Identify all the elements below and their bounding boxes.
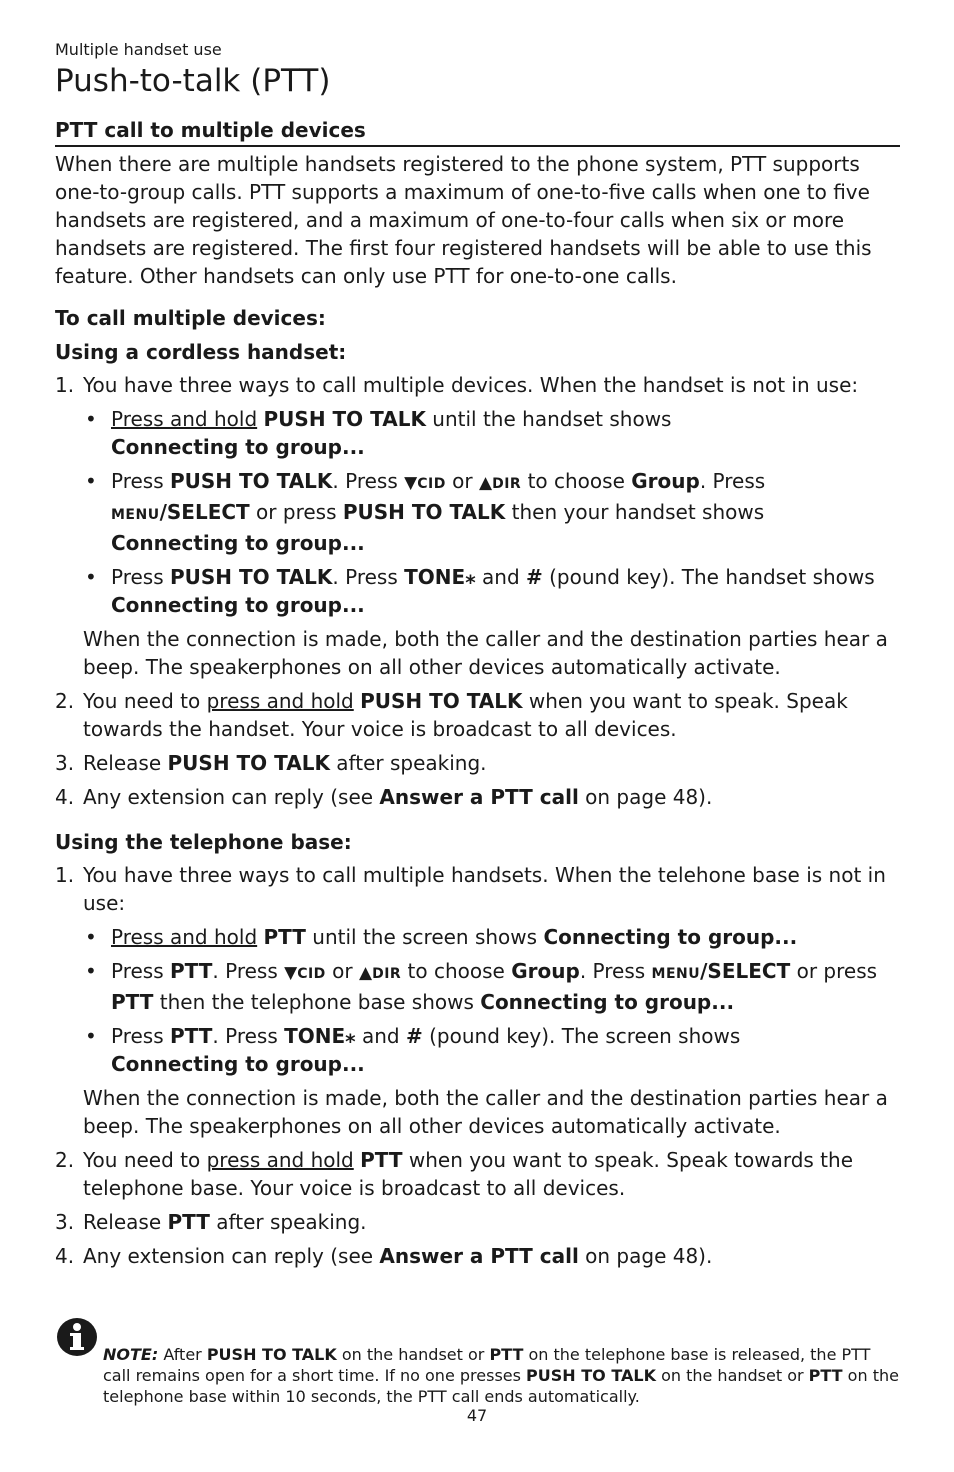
base-steps [55, 861, 900, 1270]
base-step-3: 3. Release PTT after speaking. [55, 1210, 367, 1234]
cordless-step-3: 3. Release PUSH TO TALK after speaking. [55, 751, 487, 775]
page-number: 47 [466, 1406, 488, 1425]
cordless-step-1: 1. You have three ways to call multiple devices. When the handset is not in use: • Press and hold PUSH TO TALK until the handset shows Connecting to group... • Press PUSH TO TALK. Press ▼CID or ▲DIR to choose Group. Press MENU/SELECT or press PUSH TO TALK then your handset shows Connecting to group... • Press PUSH TO TALK. Press TONE⁎ and # (pound key). The handset shows Connecting to group... When the connection is made, both the caller and the destination parties hear a beep. The speakerphones on all other devices automatically activate. [55, 371, 900, 681]
section-label: Multiple handset use [55, 40, 222, 59]
base-option-1: • Press and hold PTT until the screen shows Connecting to group... [85, 925, 798, 949]
base-step-4: 4. Any extension can reply (see Answer a PTT call on page 48). [55, 1244, 713, 1268]
base-options [83, 923, 900, 1078]
section-subheading: PTT call to multiple devices [55, 117, 900, 147]
heading-call-multiple: To call multiple devices: [55, 306, 326, 330]
cordless-steps [55, 371, 900, 811]
cordless-option-3: • Press PUSH TO TALK. Press TONE⁎ and # (pound key). The handset shows Connecting to group... [85, 565, 875, 617]
heading-base: Using the telephone base: [55, 830, 352, 854]
cordless-step-2: 2. You need to press and hold PUSH TO TALK when you want to speak. Speak towards the handset. Your voice is broadcast to all devices. [55, 689, 848, 741]
cordless-step-4: 4. Any extension can reply (see Answer a PTT call on page 48). [55, 785, 713, 809]
base-option-3: • Press PTT. Press TONE⁎ and # (pound key). The screen shows Connecting to group... [85, 1024, 741, 1076]
cordless-option-1: • Press and hold PUSH TO TALK until the handset shows Connecting to group... [85, 407, 672, 459]
down-triangle-icon: ▼ [284, 963, 298, 983]
cordless-connection-note: When the connection is made, both the caller and the destination parties hear a beep. The speakerphones on all other devices automatically activate. [83, 627, 888, 679]
up-triangle-icon: ▲ [359, 963, 373, 983]
page-title: Push-to-talk (PTT) [55, 63, 331, 99]
intro-paragraph: When there are multiple handsets registered to the phone system, PTT supports one-to-group calls. PTT supports a maximum of one-to-five calls when one to five handsets are registered, and a maximum of one-to-four calls when six or more handsets are registered. The first four registered handsets will be able to use this feature. Other handsets can only use PTT for one-to-one calls. [55, 152, 872, 288]
base-step-1: 1. You have three ways to call multiple handsets. When the telehone base is not in use: • Press and hold PTT until the screen shows Connecting to group... • Press PTT. Press ▼CID or ▲DIR to choose Group. Press MENU/SELECT or press PTT then the telephone base shows Connecting to group... • Press PTT. Press TONE⁎ and # (pound key). The screen shows Connecting to group... When the connection is made, both the caller and the destination parties hear a beep. The speakerphones on all other devices automatically activate. [55, 861, 900, 1140]
info-icon [55, 1316, 99, 1360]
heading-cordless: Using a cordless handset: [55, 340, 347, 364]
cordless-option-2: • Press PUSH TO TALK. Press ▼CID or ▲DIR to choose Group. Press MENU/SELECT or press PUSH TO TALK then your handset shows Connecting to group... [85, 469, 766, 555]
tone-star-icon: ⁎ [345, 1024, 356, 1048]
down-triangle-icon: ▼ [404, 473, 418, 493]
base-option-2: • Press PTT. Press ▼CID or ▲DIR to choose Group. Press MENU/SELECT or press PTT then the telephone base shows Connecting to group... [85, 959, 878, 1014]
cordless-options [83, 405, 900, 619]
page-content [55, 38, 900, 1270]
note-text: NOTE: After PUSH TO TALK on the handset or PTT on the telephone base is released, the PTT call remains open for a short time. If no one presses PUSH TO TALK on the handset or PTT on the telephone base within 10 seconds, the PTT call ends automatically. [103, 1345, 899, 1406]
tone-star-icon: ⁎ [465, 565, 476, 589]
base-connection-note: When the connection is made, both the caller and the destination parties hear a beep. The speakerphones on all other devices automatically activate. [83, 1086, 888, 1138]
up-triangle-icon: ▲ [479, 473, 493, 493]
base-step-2: 2. You need to press and hold PTT when you want to speak. Speak towards the telephone base. Your voice is broadcast to all devices. [55, 1148, 853, 1200]
